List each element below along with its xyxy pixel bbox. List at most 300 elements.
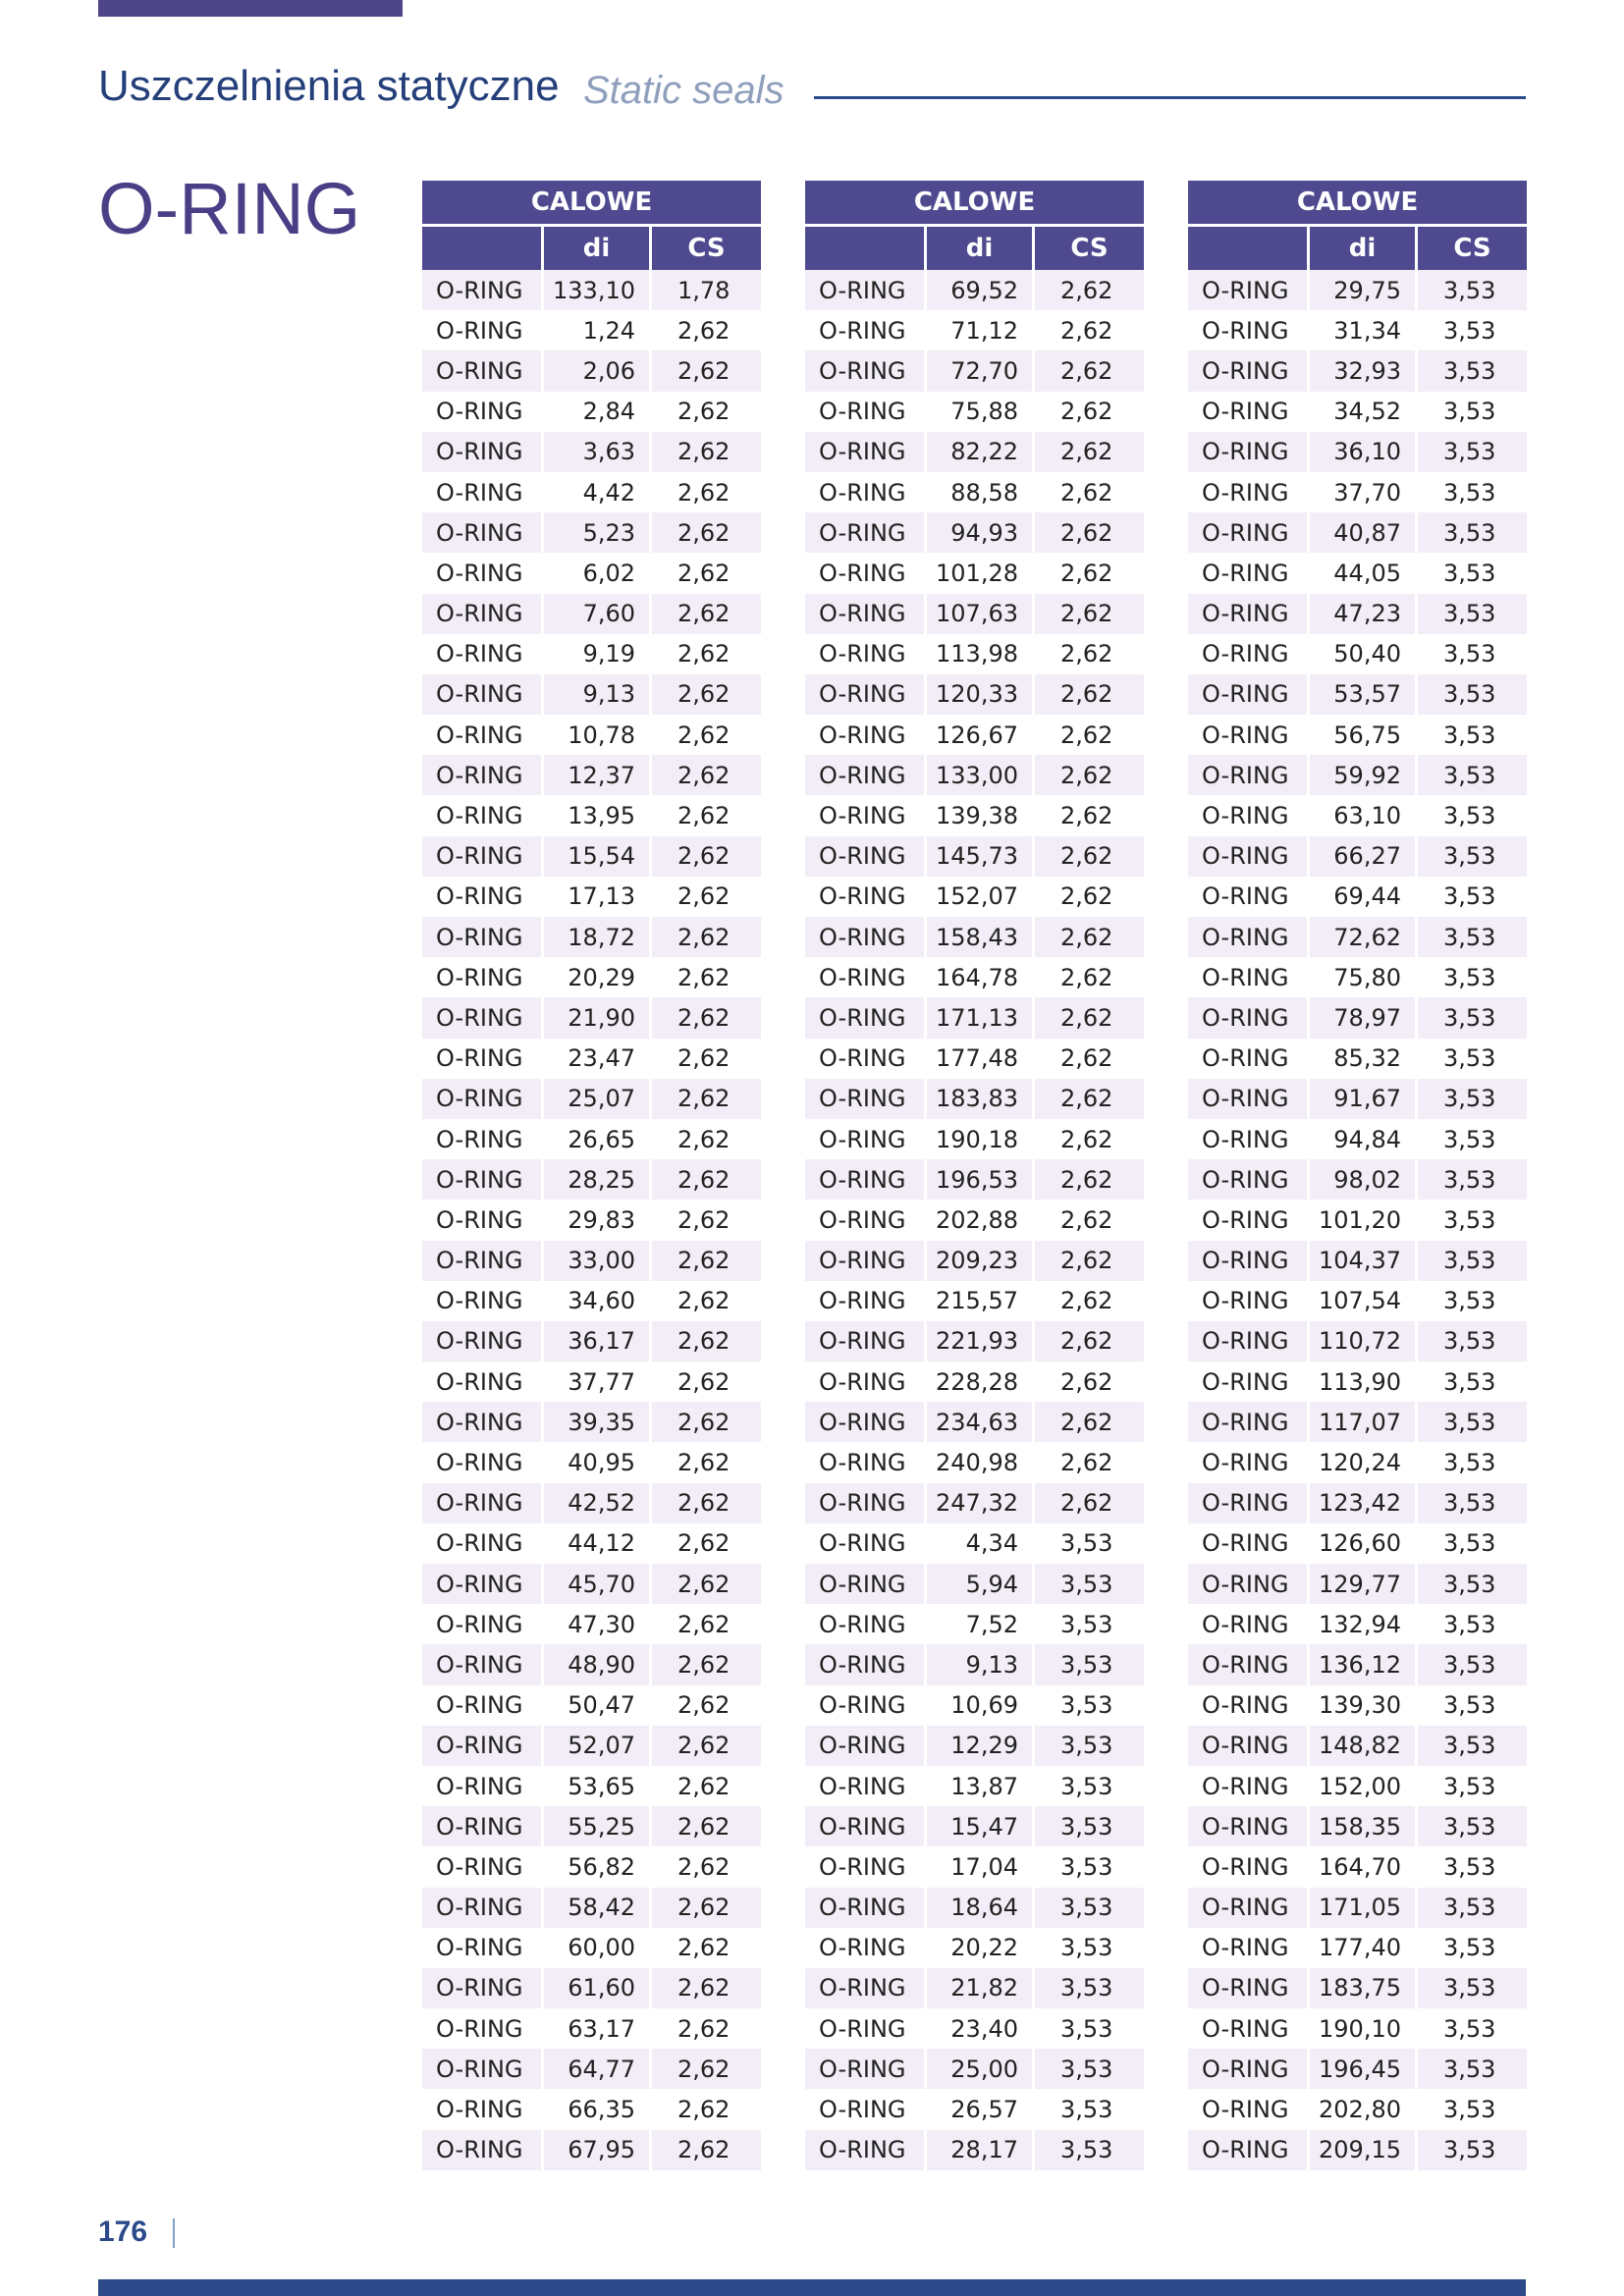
column-header-cs: CS xyxy=(1035,227,1144,270)
cell-name: O-RING xyxy=(422,1644,544,1684)
table-row xyxy=(805,350,1144,391)
cell-di: 47,23 xyxy=(1310,594,1418,634)
cell-name: O-RING xyxy=(422,350,544,391)
cell-cs: 3,53 xyxy=(1418,392,1527,432)
table-row xyxy=(422,997,761,1038)
table-row xyxy=(805,674,1144,715)
table-row xyxy=(805,836,1144,877)
cell-di: 158,43 xyxy=(927,917,1035,957)
cell-cs: 2,62 xyxy=(652,1402,761,1442)
table-row xyxy=(805,2049,1144,2089)
cell-di: 120,24 xyxy=(1310,1442,1418,1482)
cell-di: 18,64 xyxy=(927,1888,1035,1928)
table-row xyxy=(1188,1402,1527,1442)
table-row xyxy=(805,1159,1144,1200)
cell-cs: 3,53 xyxy=(1418,715,1527,755)
cell-cs: 3,53 xyxy=(1418,594,1527,634)
table-row xyxy=(1188,1888,1527,1928)
table-row xyxy=(805,1806,1144,1846)
cell-di: 9,13 xyxy=(927,1644,1035,1684)
cell-name: O-RING xyxy=(1188,957,1310,997)
cell-di: 190,10 xyxy=(1310,2008,1418,2049)
cell-cs: 3,53 xyxy=(1418,2049,1527,2089)
table-row xyxy=(1188,1200,1527,1240)
table-row xyxy=(805,1442,1144,1482)
cell-cs: 2,62 xyxy=(652,1846,761,1887)
table-row xyxy=(422,1402,761,1442)
cell-di: 72,62 xyxy=(1310,917,1418,957)
cell-name: O-RING xyxy=(422,310,544,350)
cell-cs: 2,62 xyxy=(1035,674,1144,715)
cell-di: 53,65 xyxy=(544,1766,652,1806)
table-row xyxy=(805,917,1144,957)
cell-name: O-RING xyxy=(422,674,544,715)
cell-cs: 2,62 xyxy=(1035,1442,1144,1482)
cell-cs: 3,53 xyxy=(1418,997,1527,1038)
table-row xyxy=(422,310,761,350)
cell-name: O-RING xyxy=(805,2008,927,2049)
table-row xyxy=(422,1483,761,1523)
table-row xyxy=(422,1928,761,1968)
table-row xyxy=(805,270,1144,310)
cell-cs: 3,53 xyxy=(1418,1523,1527,1564)
cell-cs: 2,62 xyxy=(1035,1119,1144,1159)
cell-name: O-RING xyxy=(1188,2049,1310,2089)
cell-cs: 3,53 xyxy=(1418,877,1527,917)
cell-name: O-RING xyxy=(422,1846,544,1887)
cell-cs: 2,62 xyxy=(1035,432,1144,472)
cell-cs: 2,62 xyxy=(652,1806,761,1846)
table-row xyxy=(422,1685,761,1726)
cell-cs: 2,62 xyxy=(652,1766,761,1806)
cell-cs: 2,62 xyxy=(652,634,761,674)
cell-cs: 3,53 xyxy=(1035,2089,1144,2129)
page-header-subtitle: Static seals xyxy=(583,69,785,112)
table-row xyxy=(422,2130,761,2170)
table-row xyxy=(805,512,1144,553)
cell-di: 36,17 xyxy=(544,1321,652,1362)
cell-di: 152,00 xyxy=(1310,1766,1418,1806)
cell-cs: 2,62 xyxy=(652,1523,761,1564)
table-row xyxy=(1188,594,1527,634)
table-row xyxy=(1188,392,1527,432)
table-row xyxy=(422,634,761,674)
cell-di: 183,75 xyxy=(1310,1968,1418,2008)
table-row xyxy=(805,2008,1144,2049)
cell-cs: 2,62 xyxy=(652,2049,761,2089)
cell-cs: 2,62 xyxy=(1035,917,1144,957)
cell-di: 39,35 xyxy=(544,1402,652,1442)
cell-cs: 2,62 xyxy=(1035,1362,1144,1402)
cell-cs: 2,62 xyxy=(1035,755,1144,795)
table-row xyxy=(422,674,761,715)
cell-name: O-RING xyxy=(422,755,544,795)
table-row xyxy=(1188,877,1527,917)
cell-cs: 3,53 xyxy=(1418,350,1527,391)
cell-name: O-RING xyxy=(1188,755,1310,795)
table-row xyxy=(1188,836,1527,877)
cell-di: 177,48 xyxy=(927,1039,1035,1079)
cell-cs: 2,62 xyxy=(652,1685,761,1726)
cell-cs: 2,62 xyxy=(1035,795,1144,835)
cell-cs: 3,53 xyxy=(1418,270,1527,310)
cell-name: O-RING xyxy=(422,1362,544,1402)
cell-name: O-RING xyxy=(805,512,927,553)
cell-di: 37,70 xyxy=(1310,472,1418,512)
cell-name: O-RING xyxy=(805,1644,927,1684)
cell-di: 20,22 xyxy=(927,1928,1035,1968)
cell-cs: 2,62 xyxy=(652,1200,761,1240)
table-row xyxy=(1188,2089,1527,2129)
cell-name: O-RING xyxy=(805,472,927,512)
cell-name: O-RING xyxy=(1188,1806,1310,1846)
cell-name: O-RING xyxy=(805,877,927,917)
cell-name: O-RING xyxy=(1188,877,1310,917)
cell-di: 42,52 xyxy=(544,1483,652,1523)
cell-name: O-RING xyxy=(422,1321,544,1362)
cell-di: 75,88 xyxy=(927,392,1035,432)
table-row xyxy=(1188,2130,1527,2170)
cell-cs: 2,62 xyxy=(1035,1039,1144,1079)
cell-name: O-RING xyxy=(1188,310,1310,350)
cell-name: O-RING xyxy=(1188,795,1310,835)
table-row xyxy=(1188,1442,1527,1482)
cell-cs: 3,53 xyxy=(1418,755,1527,795)
cell-cs: 3,53 xyxy=(1035,1766,1144,1806)
cell-di: 126,60 xyxy=(1310,1523,1418,1564)
cell-name: O-RING xyxy=(1188,1321,1310,1362)
cell-di: 101,20 xyxy=(1310,1200,1418,1240)
cell-name: O-RING xyxy=(1188,594,1310,634)
cell-di: 139,30 xyxy=(1310,1685,1418,1726)
cell-name: O-RING xyxy=(422,1159,544,1200)
cell-di: 5,23 xyxy=(544,512,652,553)
table-row xyxy=(422,1442,761,1482)
cell-cs: 2,62 xyxy=(1035,350,1144,391)
cell-di: 107,63 xyxy=(927,594,1035,634)
cell-name: O-RING xyxy=(805,1888,927,1928)
page-number: 176 xyxy=(98,2216,148,2248)
cell-cs: 3,53 xyxy=(1035,1644,1144,1684)
cell-name: O-RING xyxy=(805,836,927,877)
table-row xyxy=(422,1726,761,1766)
cell-cs: 2,62 xyxy=(652,1039,761,1079)
cell-cs: 3,53 xyxy=(1418,674,1527,715)
cell-name: O-RING xyxy=(422,1726,544,1766)
table-row xyxy=(422,957,761,997)
cell-cs: 2,62 xyxy=(652,1159,761,1200)
cell-di: 117,07 xyxy=(1310,1402,1418,1442)
cell-cs: 3,53 xyxy=(1035,1806,1144,1846)
cell-di: 132,94 xyxy=(1310,1604,1418,1644)
cell-name: O-RING xyxy=(805,432,927,472)
cell-di: 17,13 xyxy=(544,877,652,917)
cell-di: 53,57 xyxy=(1310,674,1418,715)
table-row xyxy=(805,634,1144,674)
cell-name: O-RING xyxy=(805,2089,927,2129)
cell-cs: 3,53 xyxy=(1418,512,1527,553)
cell-name: O-RING xyxy=(1188,392,1310,432)
cell-cs: 3,53 xyxy=(1418,1766,1527,1806)
cell-cs: 2,62 xyxy=(652,795,761,835)
cell-name: O-RING xyxy=(1188,472,1310,512)
table-row xyxy=(1188,432,1527,472)
table-row xyxy=(805,1968,1144,2008)
cell-name: O-RING xyxy=(805,1928,927,1968)
cell-name: O-RING xyxy=(422,553,544,593)
table-row xyxy=(422,755,761,795)
cell-di: 56,75 xyxy=(1310,715,1418,755)
table-row xyxy=(422,472,761,512)
cell-di: 164,70 xyxy=(1310,1846,1418,1887)
cell-name: O-RING xyxy=(1188,553,1310,593)
cell-di: 5,94 xyxy=(927,1564,1035,1604)
cell-name: O-RING xyxy=(1188,1119,1310,1159)
cell-cs: 3,53 xyxy=(1418,1079,1527,1119)
table-group-header: CALOWE xyxy=(422,181,761,227)
cell-di: 13,95 xyxy=(544,795,652,835)
table-row xyxy=(422,1159,761,1200)
cell-cs: 3,53 xyxy=(1418,1200,1527,1240)
cell-di: 177,40 xyxy=(1310,1928,1418,1968)
table-row xyxy=(805,1928,1144,1968)
table-row xyxy=(1188,715,1527,755)
table-row xyxy=(805,1200,1144,1240)
cell-cs: 3,53 xyxy=(1418,1241,1527,1281)
table-row xyxy=(1188,1362,1527,1402)
cell-di: 152,07 xyxy=(927,877,1035,917)
table-row xyxy=(805,1321,1144,1362)
cell-cs: 2,62 xyxy=(652,1928,761,1968)
cell-name: O-RING xyxy=(1188,512,1310,553)
cell-name: O-RING xyxy=(1188,1442,1310,1482)
table-row xyxy=(1188,270,1527,310)
table-row xyxy=(805,997,1144,1038)
table-row xyxy=(805,1039,1144,1079)
cell-name: O-RING xyxy=(805,755,927,795)
table-row xyxy=(422,512,761,553)
table-row xyxy=(1188,957,1527,997)
cell-name: O-RING xyxy=(422,392,544,432)
table-row xyxy=(805,553,1144,593)
cell-name: O-RING xyxy=(422,1241,544,1281)
cell-cs: 2,62 xyxy=(652,674,761,715)
cell-name: O-RING xyxy=(805,1564,927,1604)
cell-name: O-RING xyxy=(1188,1523,1310,1564)
column-header-name xyxy=(805,227,927,270)
table-row xyxy=(1188,1119,1527,1159)
column-header-di: di xyxy=(1310,227,1418,270)
cell-di: 113,90 xyxy=(1310,1362,1418,1402)
table-row xyxy=(1188,1726,1527,1766)
cell-cs: 2,62 xyxy=(652,2130,761,2170)
table-row xyxy=(805,1846,1144,1887)
cell-name: O-RING xyxy=(422,997,544,1038)
cell-cs: 2,62 xyxy=(1035,1402,1144,1442)
cell-name: O-RING xyxy=(422,1200,544,1240)
cell-di: 60,00 xyxy=(544,1928,652,1968)
cell-di: 123,42 xyxy=(1310,1483,1418,1523)
table-row xyxy=(422,2008,761,2049)
cell-di: 4,42 xyxy=(544,472,652,512)
table-row xyxy=(805,1766,1144,1806)
cell-cs: 2,62 xyxy=(1035,1483,1144,1523)
cell-name: O-RING xyxy=(805,270,927,310)
cell-name: O-RING xyxy=(1188,1241,1310,1281)
table-row xyxy=(805,1644,1144,1684)
cell-name: O-RING xyxy=(422,1766,544,1806)
cell-di: 15,54 xyxy=(544,836,652,877)
cell-name: O-RING xyxy=(805,1362,927,1402)
table-row xyxy=(422,392,761,432)
cell-name: O-RING xyxy=(805,1483,927,1523)
table-row xyxy=(1188,2049,1527,2089)
cell-cs: 3,53 xyxy=(1418,634,1527,674)
table-row xyxy=(1188,1766,1527,1806)
cell-cs: 2,62 xyxy=(1035,634,1144,674)
cell-name: O-RING xyxy=(422,594,544,634)
table-row xyxy=(805,1241,1144,1281)
column-header-di: di xyxy=(927,227,1035,270)
cell-name: O-RING xyxy=(805,674,927,715)
table-row xyxy=(1188,350,1527,391)
cell-cs: 3,53 xyxy=(1418,1159,1527,1200)
cell-name: O-RING xyxy=(1188,1483,1310,1523)
cell-name: O-RING xyxy=(1188,1281,1310,1321)
cell-name: O-RING xyxy=(422,1968,544,2008)
cell-cs: 3,53 xyxy=(1418,2089,1527,2129)
table-row xyxy=(805,2089,1144,2129)
cell-cs: 2,62 xyxy=(652,310,761,350)
cell-di: 9,19 xyxy=(544,634,652,674)
cell-cs: 2,62 xyxy=(652,1888,761,1928)
cell-name: O-RING xyxy=(1188,1564,1310,1604)
cell-name: O-RING xyxy=(422,1442,544,1482)
cell-cs: 2,62 xyxy=(652,997,761,1038)
table-row xyxy=(1188,997,1527,1038)
cell-di: 78,97 xyxy=(1310,997,1418,1038)
cell-name: O-RING xyxy=(422,1685,544,1726)
cell-cs: 3,53 xyxy=(1035,2049,1144,2089)
cell-cs: 2,62 xyxy=(1035,472,1144,512)
table-row xyxy=(805,392,1144,432)
cell-di: 171,13 xyxy=(927,997,1035,1038)
cell-name: O-RING xyxy=(1188,1685,1310,1726)
cell-di: 56,82 xyxy=(544,1846,652,1887)
cell-di: 82,22 xyxy=(927,432,1035,472)
cell-name: O-RING xyxy=(422,2130,544,2170)
cell-name: O-RING xyxy=(422,512,544,553)
cell-di: 190,18 xyxy=(927,1119,1035,1159)
cell-cs: 3,53 xyxy=(1418,957,1527,997)
cell-di: 17,04 xyxy=(927,1846,1035,1887)
table-row xyxy=(1188,1604,1527,1644)
cell-cs: 3,53 xyxy=(1035,1888,1144,1928)
table-row xyxy=(422,1766,761,1806)
cell-name: O-RING xyxy=(422,1523,544,1564)
table-row xyxy=(1188,1806,1527,1846)
cell-cs: 2,62 xyxy=(1035,1321,1144,1362)
cell-cs: 2,62 xyxy=(1035,594,1144,634)
cell-cs: 2,62 xyxy=(652,1321,761,1362)
table-row xyxy=(805,1564,1144,1604)
cell-name: O-RING xyxy=(1188,1968,1310,2008)
table-row xyxy=(422,1604,761,1644)
table-row xyxy=(1188,795,1527,835)
table-row xyxy=(1188,1241,1527,1281)
cell-name: O-RING xyxy=(805,1079,927,1119)
table-row xyxy=(422,553,761,593)
table-row xyxy=(422,1846,761,1887)
column-header-di: di xyxy=(544,227,652,270)
cell-di: 50,47 xyxy=(544,1685,652,1726)
cell-di: 64,77 xyxy=(544,2049,652,2089)
cell-di: 228,28 xyxy=(927,1362,1035,1402)
cell-name: O-RING xyxy=(1188,1362,1310,1402)
cell-di: 52,07 xyxy=(544,1726,652,1766)
cell-cs: 2,62 xyxy=(652,594,761,634)
cell-name: O-RING xyxy=(422,715,544,755)
cell-name: O-RING xyxy=(805,392,927,432)
cell-name: O-RING xyxy=(1188,674,1310,715)
table-group-header: CALOWE xyxy=(805,181,1144,227)
cell-name: O-RING xyxy=(422,1281,544,1321)
cell-name: O-RING xyxy=(1188,2130,1310,2170)
cell-name: O-RING xyxy=(805,917,927,957)
cell-cs: 2,62 xyxy=(652,1362,761,1402)
cell-name: O-RING xyxy=(1188,1644,1310,1684)
cell-name: O-RING xyxy=(1188,1766,1310,1806)
cell-cs: 2,62 xyxy=(1035,836,1144,877)
cell-di: 12,37 xyxy=(544,755,652,795)
cell-di: 23,40 xyxy=(927,2008,1035,2049)
cell-cs: 3,53 xyxy=(1418,310,1527,350)
cell-cs: 2,62 xyxy=(1035,997,1144,1038)
cell-cs: 2,62 xyxy=(652,1442,761,1482)
cell-di: 26,57 xyxy=(927,2089,1035,2129)
cell-di: 215,57 xyxy=(927,1281,1035,1321)
cell-name: O-RING xyxy=(1188,2008,1310,2049)
table-row xyxy=(422,350,761,391)
cell-cs: 2,62 xyxy=(652,1726,761,1766)
cell-di: 18,72 xyxy=(544,917,652,957)
cell-cs: 2,62 xyxy=(1035,1200,1144,1240)
cell-di: 85,32 xyxy=(1310,1039,1418,1079)
cell-name: O-RING xyxy=(805,1119,927,1159)
cell-di: 58,42 xyxy=(544,1888,652,1928)
cell-name: O-RING xyxy=(805,1685,927,1726)
cell-name: O-RING xyxy=(1188,1928,1310,1968)
table-row xyxy=(422,1079,761,1119)
cell-cs: 3,53 xyxy=(1418,1968,1527,2008)
table-row xyxy=(422,715,761,755)
cell-cs: 2,62 xyxy=(652,432,761,472)
cell-di: 136,12 xyxy=(1310,1644,1418,1684)
table-row xyxy=(1188,1079,1527,1119)
table-row xyxy=(422,1241,761,1281)
table-row xyxy=(422,917,761,957)
cell-di: 28,25 xyxy=(544,1159,652,1200)
cell-di: 59,92 xyxy=(1310,755,1418,795)
cell-di: 139,38 xyxy=(927,795,1035,835)
cell-name: O-RING xyxy=(422,472,544,512)
cell-name: O-RING xyxy=(422,795,544,835)
cell-name: O-RING xyxy=(1188,2089,1310,2129)
cell-di: 209,15 xyxy=(1310,2130,1418,2170)
cell-di: 2,84 xyxy=(544,392,652,432)
cell-di: 221,93 xyxy=(927,1321,1035,1362)
table-row xyxy=(1188,1523,1527,1564)
